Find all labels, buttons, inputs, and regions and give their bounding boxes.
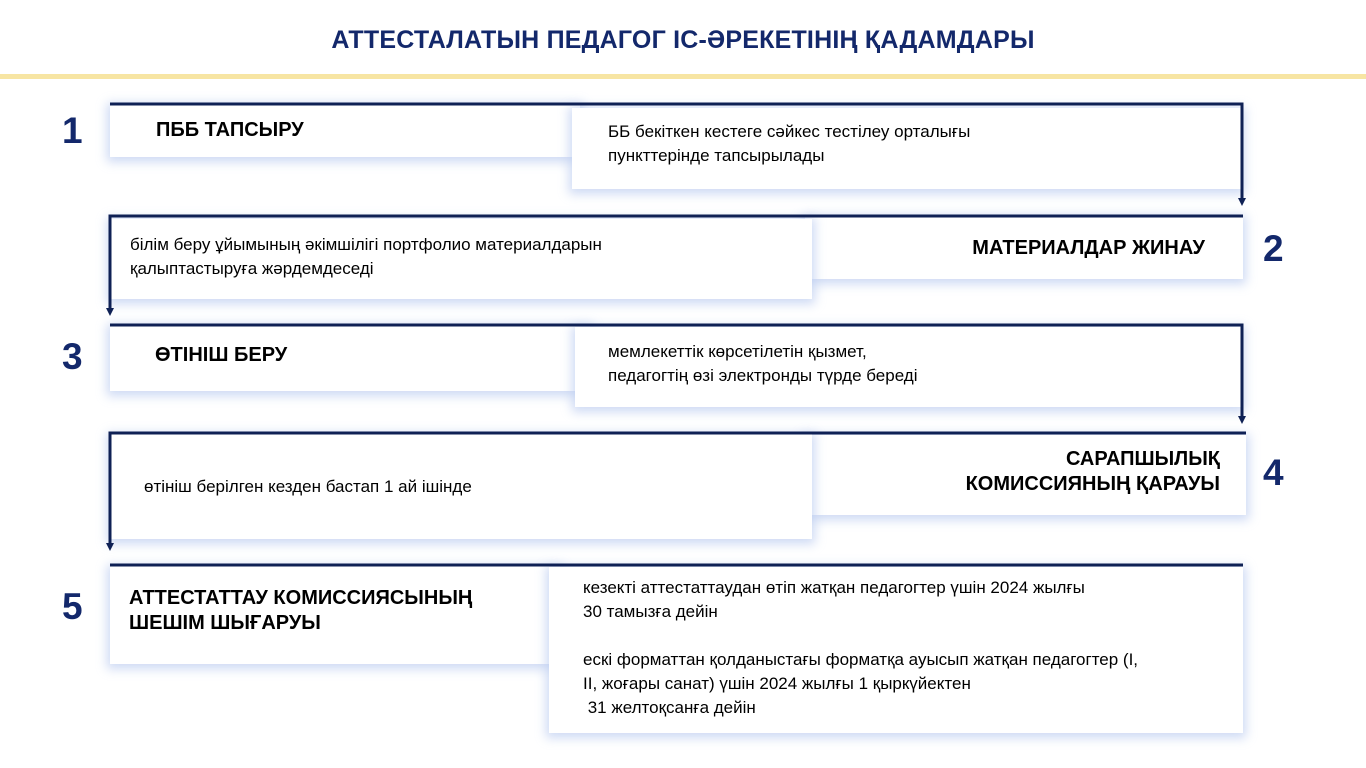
step-4-number: 4 xyxy=(1263,452,1284,493)
step-3-number: 3 xyxy=(62,336,83,377)
step-4-description: өтініш берілген кезден бастап 1 ай ішінде xyxy=(144,477,472,496)
step-5-description-line-2: 30 тамызға дейін xyxy=(583,602,718,621)
step-4-heading-line-2: КОМИССИЯНЫҢ ҚАРАУЫ xyxy=(965,473,1220,495)
step-5-description-line-1: кезекті аттестаттаудан өтіп жатқан педагогтер үшін 2024 жылғы xyxy=(583,578,1085,597)
step-4-heading-box xyxy=(805,435,1246,515)
step-5-description-spacer xyxy=(583,624,1138,648)
step-5-number: 5 xyxy=(62,586,83,627)
step-3-heading-box xyxy=(110,325,590,391)
title-underline xyxy=(0,74,1366,79)
step-1-heading: ПББ ТАПСЫРУ xyxy=(156,119,304,141)
step-1-heading-box xyxy=(110,104,580,157)
step-5-heading-box xyxy=(110,566,560,664)
step-4-heading xyxy=(966,447,1220,497)
step-3-description-line-2: педагогтің өзі электронды түрде береді xyxy=(608,366,918,385)
step-2-description-line-1: білім беру ұйымының әкімшілігі портфолио материалдарын xyxy=(130,235,602,254)
step-2-description-line-2: қалыптастыруға жәрдемдеседі xyxy=(130,259,374,278)
step-1-description-line-1: ББ бекіткен кестеге сәйкес тестілеу орталығы xyxy=(608,122,971,141)
step-4-description-box xyxy=(110,434,812,539)
step-2-description xyxy=(130,233,602,281)
step-1-description-box xyxy=(572,108,1242,189)
step-3-description xyxy=(608,340,918,388)
step-1-description xyxy=(608,120,970,168)
step-3-description-line-1: мемлекеттік көрсетілетін қызмет, xyxy=(608,342,867,361)
step-5-description-box xyxy=(549,567,1243,733)
step-4-heading-line-1: САРАПШЫЛЫҚ xyxy=(1065,448,1220,470)
step-1-number: 1 xyxy=(62,110,83,151)
step-5-description-line-5: 31 желтоқсанға дейін xyxy=(583,698,756,717)
step-2-heading-box xyxy=(805,216,1243,279)
step-5-heading-line-1: АТТЕСТАТТАУ КОМИССИЯСЫНЫҢ xyxy=(129,587,473,609)
step-1-description-line-2: пункттерінде тапсырылады xyxy=(608,146,825,165)
step-5-heading xyxy=(129,586,472,636)
step-5-heading-line-2: ШЕШІМ ШЫҒАРУЫ xyxy=(129,612,321,634)
step-5-description xyxy=(583,576,1138,720)
page-title: АТТЕСТАЛАТЫН ПЕДАГОГ ІС-ӘРЕКЕТІНІҢ ҚАДАМДАРЫ xyxy=(331,26,1035,54)
step-2-heading: МАТЕРИАЛДАР ЖИНАУ xyxy=(972,237,1205,259)
step-5-description-line-4: ІІ, жоғары санат) үшін 2024 жылғы 1 қыркүйектен xyxy=(583,674,971,693)
step-5-description-line-3: ескі форматтан қолданыстағы форматқа ауысып жатқан педагогтер (І, xyxy=(583,650,1139,669)
step-2-number: 2 xyxy=(1263,228,1284,269)
step-2-description-box xyxy=(110,219,812,299)
step-3-description-box xyxy=(575,327,1242,407)
step-3-heading: ӨТІНІШ БЕРУ xyxy=(155,344,288,366)
